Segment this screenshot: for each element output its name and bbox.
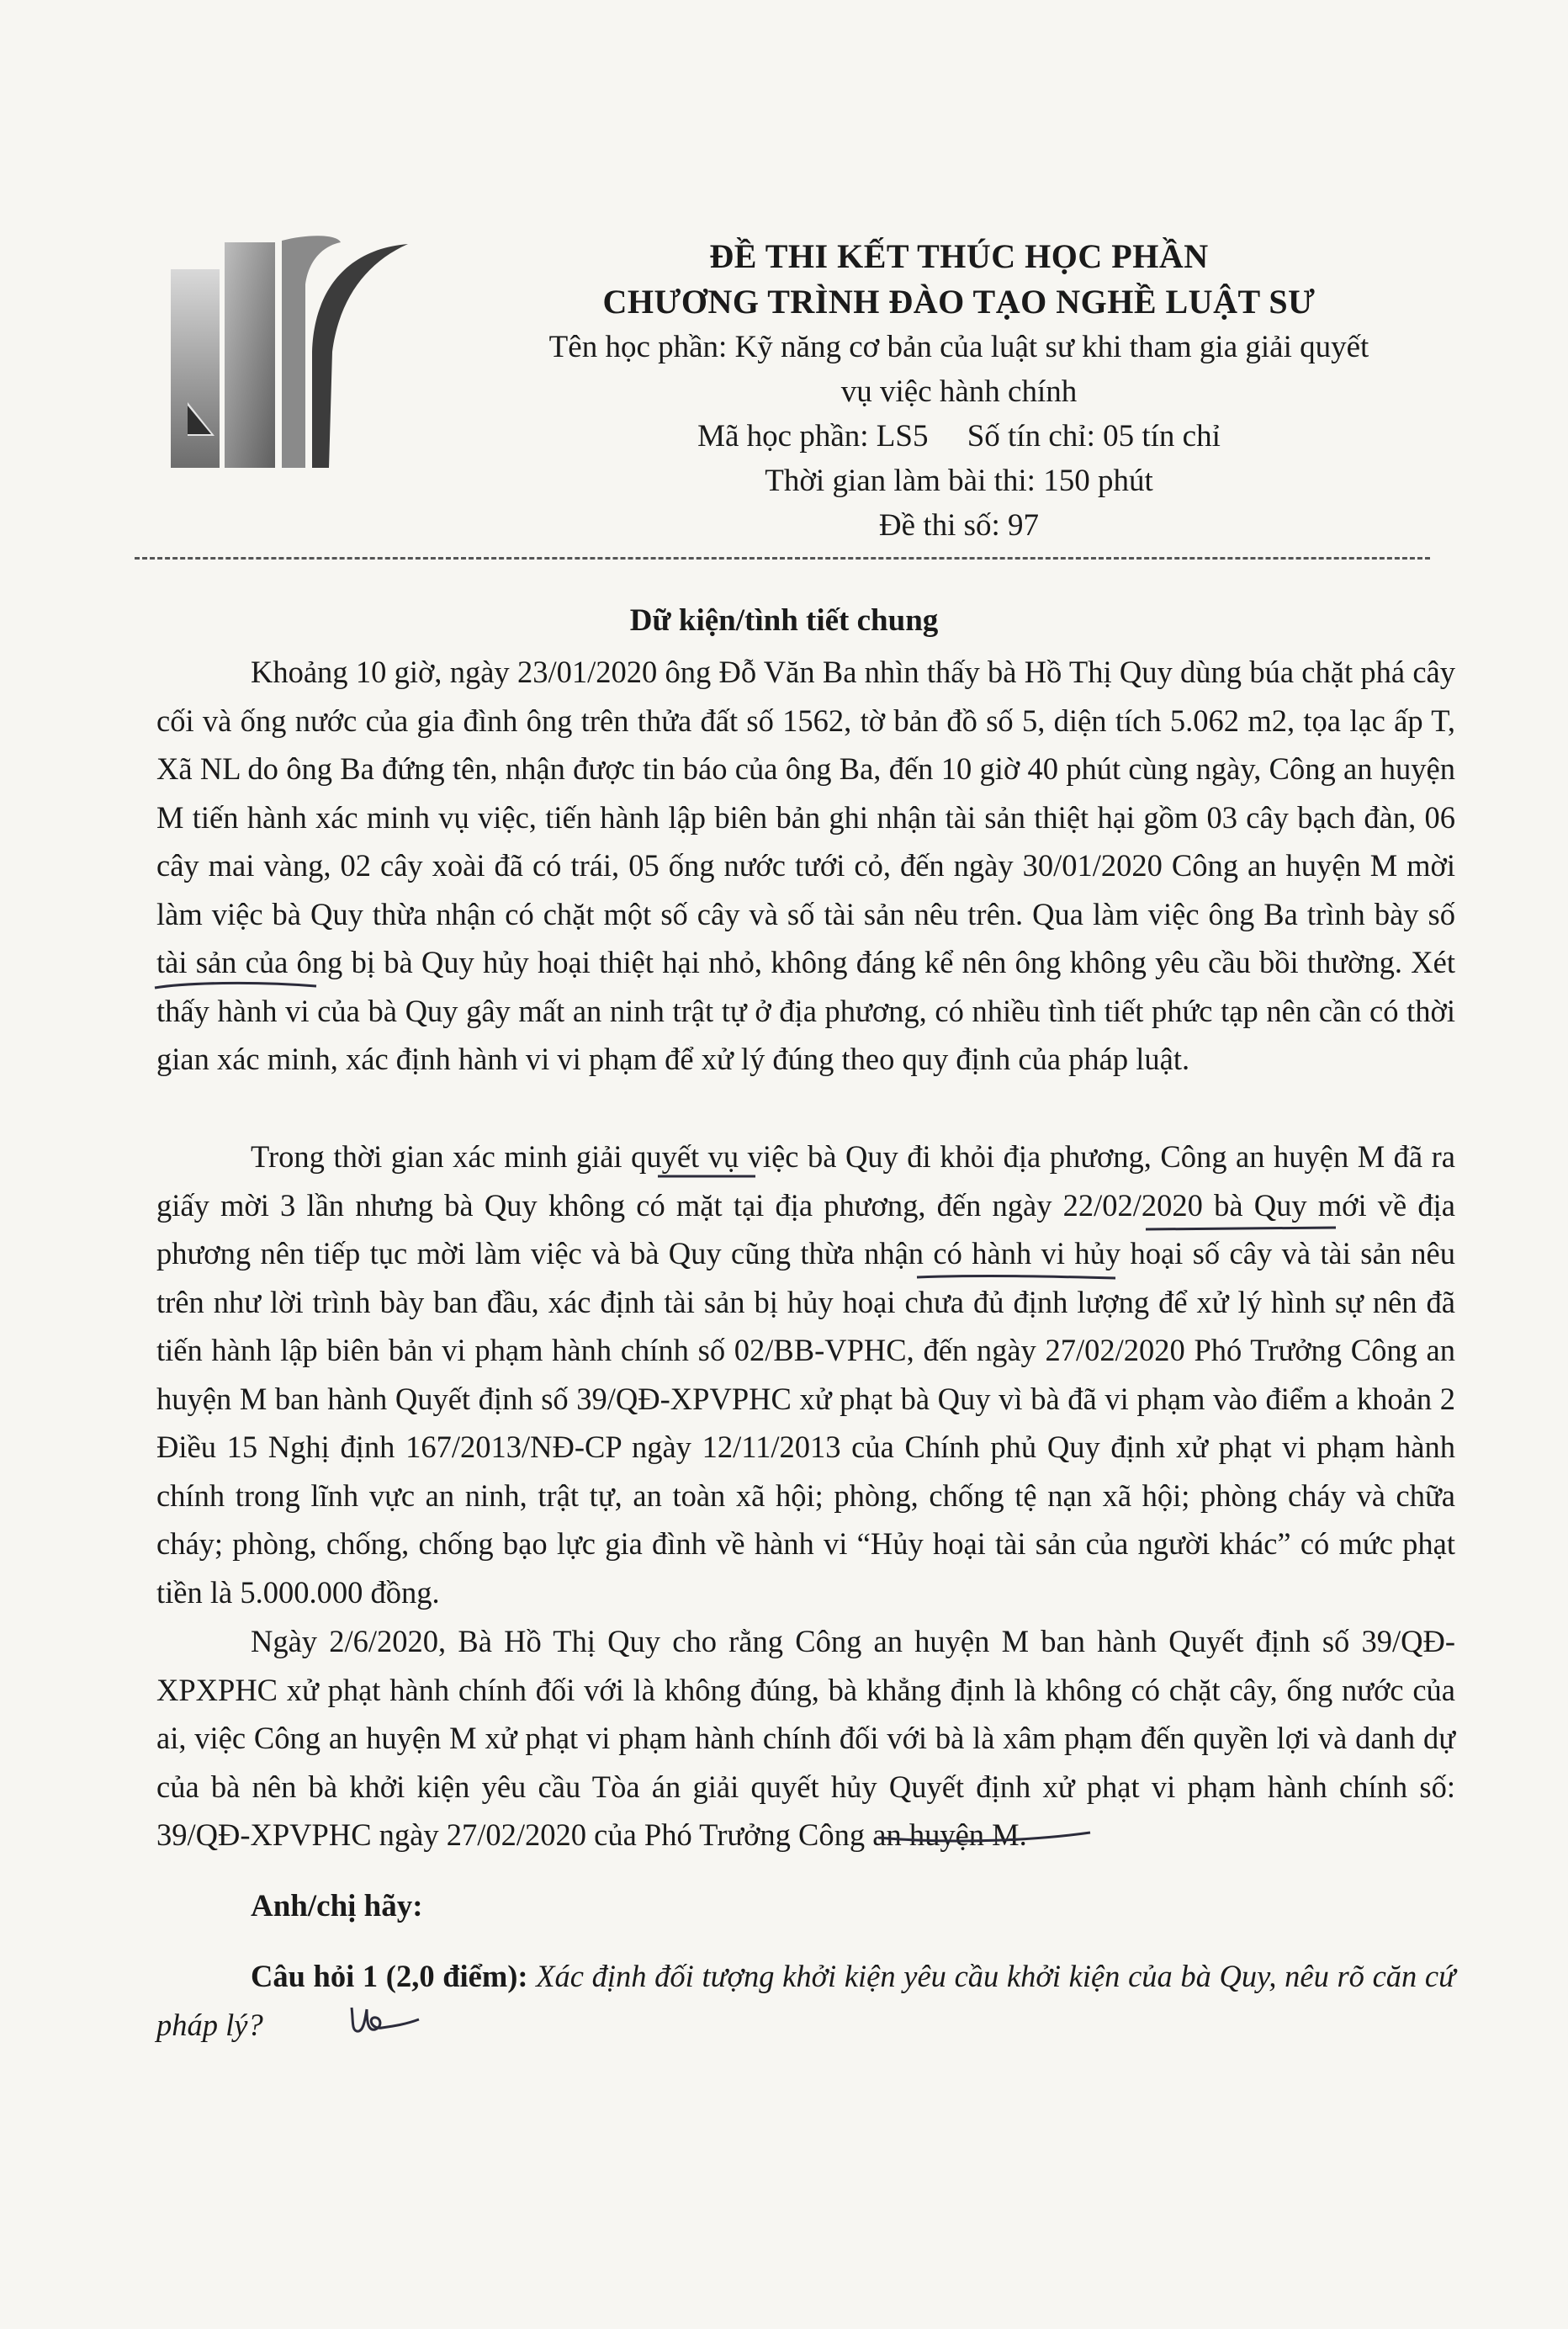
program-title: CHƯƠNG TRÌNH ĐÀO TẠO NGHỀ LUẬT SƯ — [602, 283, 1316, 321]
exam-title: ĐỀ THI KẾT THÚC HỌC PHẦN — [709, 237, 1209, 275]
paragraph-2: Trong thời gian xác minh giải quyết vụ việc bà Quy đi khỏi địa phương, Công an huyện M đã ra giấy mời 3 lần nhưng bà Quy không có mặt tại địa phương, đến ngày 22/02/2020 bà Quy mới về địa phương nên tiếp tục mời làm việc và bà Quy cũng thừa nhận có hành vi hủy hoại số cây và tài sản nêu trên như lời trình bày ban đầu, xác định tài sản bị hủy hoại chưa đủ định lượng để xử lý hình sự nên đã tiến hành lập biên bản vi phạm hành chính số 02/BB-VPHC, đến ngày 27/02/2020 Phó Trưởng Công an huyện M ban hành Quyết định số 39/QĐ-XPVPHC xử phạt bà Quy vì bà đã vi phạm vào điểm a khoản 2 Điều 15 Nghị định 167/2013/NĐ-CP ngày 12/11/2013 của Chính phủ Quy định xử phạt vi phạm hành chính trong lĩnh vực an ninh, trật tự, an toàn xã hội; phòng, chống tệ nạn xã hội; phòng cháy và chữa cháy; phòng, chống, chống bạo lực gia đình về hành vi “Hủy hoại tài sản của người khác” có mức phạt tiền là 5.000.000 đồng. — [156, 1139, 1455, 1610]
handwritten-underline-date — [151, 979, 320, 996]
handwritten-underline-date2 — [1144, 1222, 1338, 1235]
law-school-logo — [164, 225, 416, 478]
exam-duration: Thời gian làm bài thi: 150 phút — [765, 464, 1153, 498]
course-code: Mã học phần: LS5 — [697, 419, 929, 454]
handwritten-underline-left — [656, 1170, 757, 1183]
course-name-line2: vụ việc hành chính — [840, 374, 1078, 409]
credits: Số tín chỉ: 05 tín chỉ — [967, 419, 1221, 454]
handwritten-underline-deputy — [875, 1826, 1094, 1848]
instruction: Anh/chị hãy: — [251, 1889, 423, 1923]
exam-body — [156, 648, 1455, 2050]
section-title: Dữ kiện/tình tiết chung — [629, 603, 939, 638]
exam-header — [471, 234, 1447, 548]
paragraph-1: Khoảng 10 giờ, ngày 23/01/2020 ông Đỗ Văn Ba nhìn thấy bà Hồ Thị Quy dùng búa chặt phá cây cối và ống nước của gia đình ông trên thửa đất số 1562, tờ bản đồ số 5, diện tích 5.062 m2, tọa lạc ấp T, Xã NL do ông Ba đứng tên, nhận được tin báo của ông Ba, đến 10 giờ 40 phút cùng ngày, Công an huyện M tiến hành xác minh vụ việc, tiến hành lập biên bản ghi nhận tài sản thiệt hại gồm 03 cây bạch đàn, 06 cây mai vàng, 02 cây xoài đã có trái, 05 ống nước tưới cỏ, đến ngày 30/01/2020 Công an huyện M mời làm việc bà Quy thừa nhận có chặt một số cây và số tài sản nêu trên. Qua làm việc ông Ba trình bày số tài sản của ông bị bà Quy hủy hoại thiệt hại nhỏ, không đáng kể nên ông không yêu cầu bồi thường. Xét thấy hành vi của bà Quy gây mất an ninh trật tự ở địa phương, có nhiều tình tiết phức tạp nên cần có thời gian xác minh, xác định hành vi vi phạm để xử lý đúng theo quy định của pháp luật. — [156, 655, 1455, 1076]
paragraph-3: Ngày 2/6/2020, Bà Hồ Thị Quy cho rằng Công an huyện M ban hành Quyết định số 39/QĐ-XPXPHC xử phạt hành chính đối với là không đúng, bà khẳng định là không có chặt cây, ống nước của ai, việc Công an huyện M xử phạt vi phạm hành chính đối với bà là xâm phạm đến quyền lợi và danh dự của bà nên bà khởi kiện yêu cầu Tòa án giải quyết hủy Quyết định xử phạt vi phạm hành chính số: 39/QĐ-XPVPHC ngày 27/02/2020 của Phó Trưởng Công an huyện M. — [156, 1624, 1455, 1852]
question-text: Xác định đối tượng khởi kiện yêu cầu khởi kiện của bà Quy, nêu rõ căn cứ pháp lý? — [156, 1959, 1456, 2042]
dashed-divider — [135, 557, 1430, 560]
handwritten-underline-admitted — [915, 1271, 1117, 1284]
exam-number: Đề thi số: 97 — [878, 508, 1040, 543]
course-code-credits — [471, 414, 1447, 459]
handwritten-initials — [347, 2001, 422, 2038]
question-label: Câu hỏi 1 (2,0 điểm): — [251, 1959, 528, 1993]
course-name-line1: Tên học phần: Kỹ năng cơ bản của luật sư khi tham gia giải quyết — [548, 330, 1369, 364]
